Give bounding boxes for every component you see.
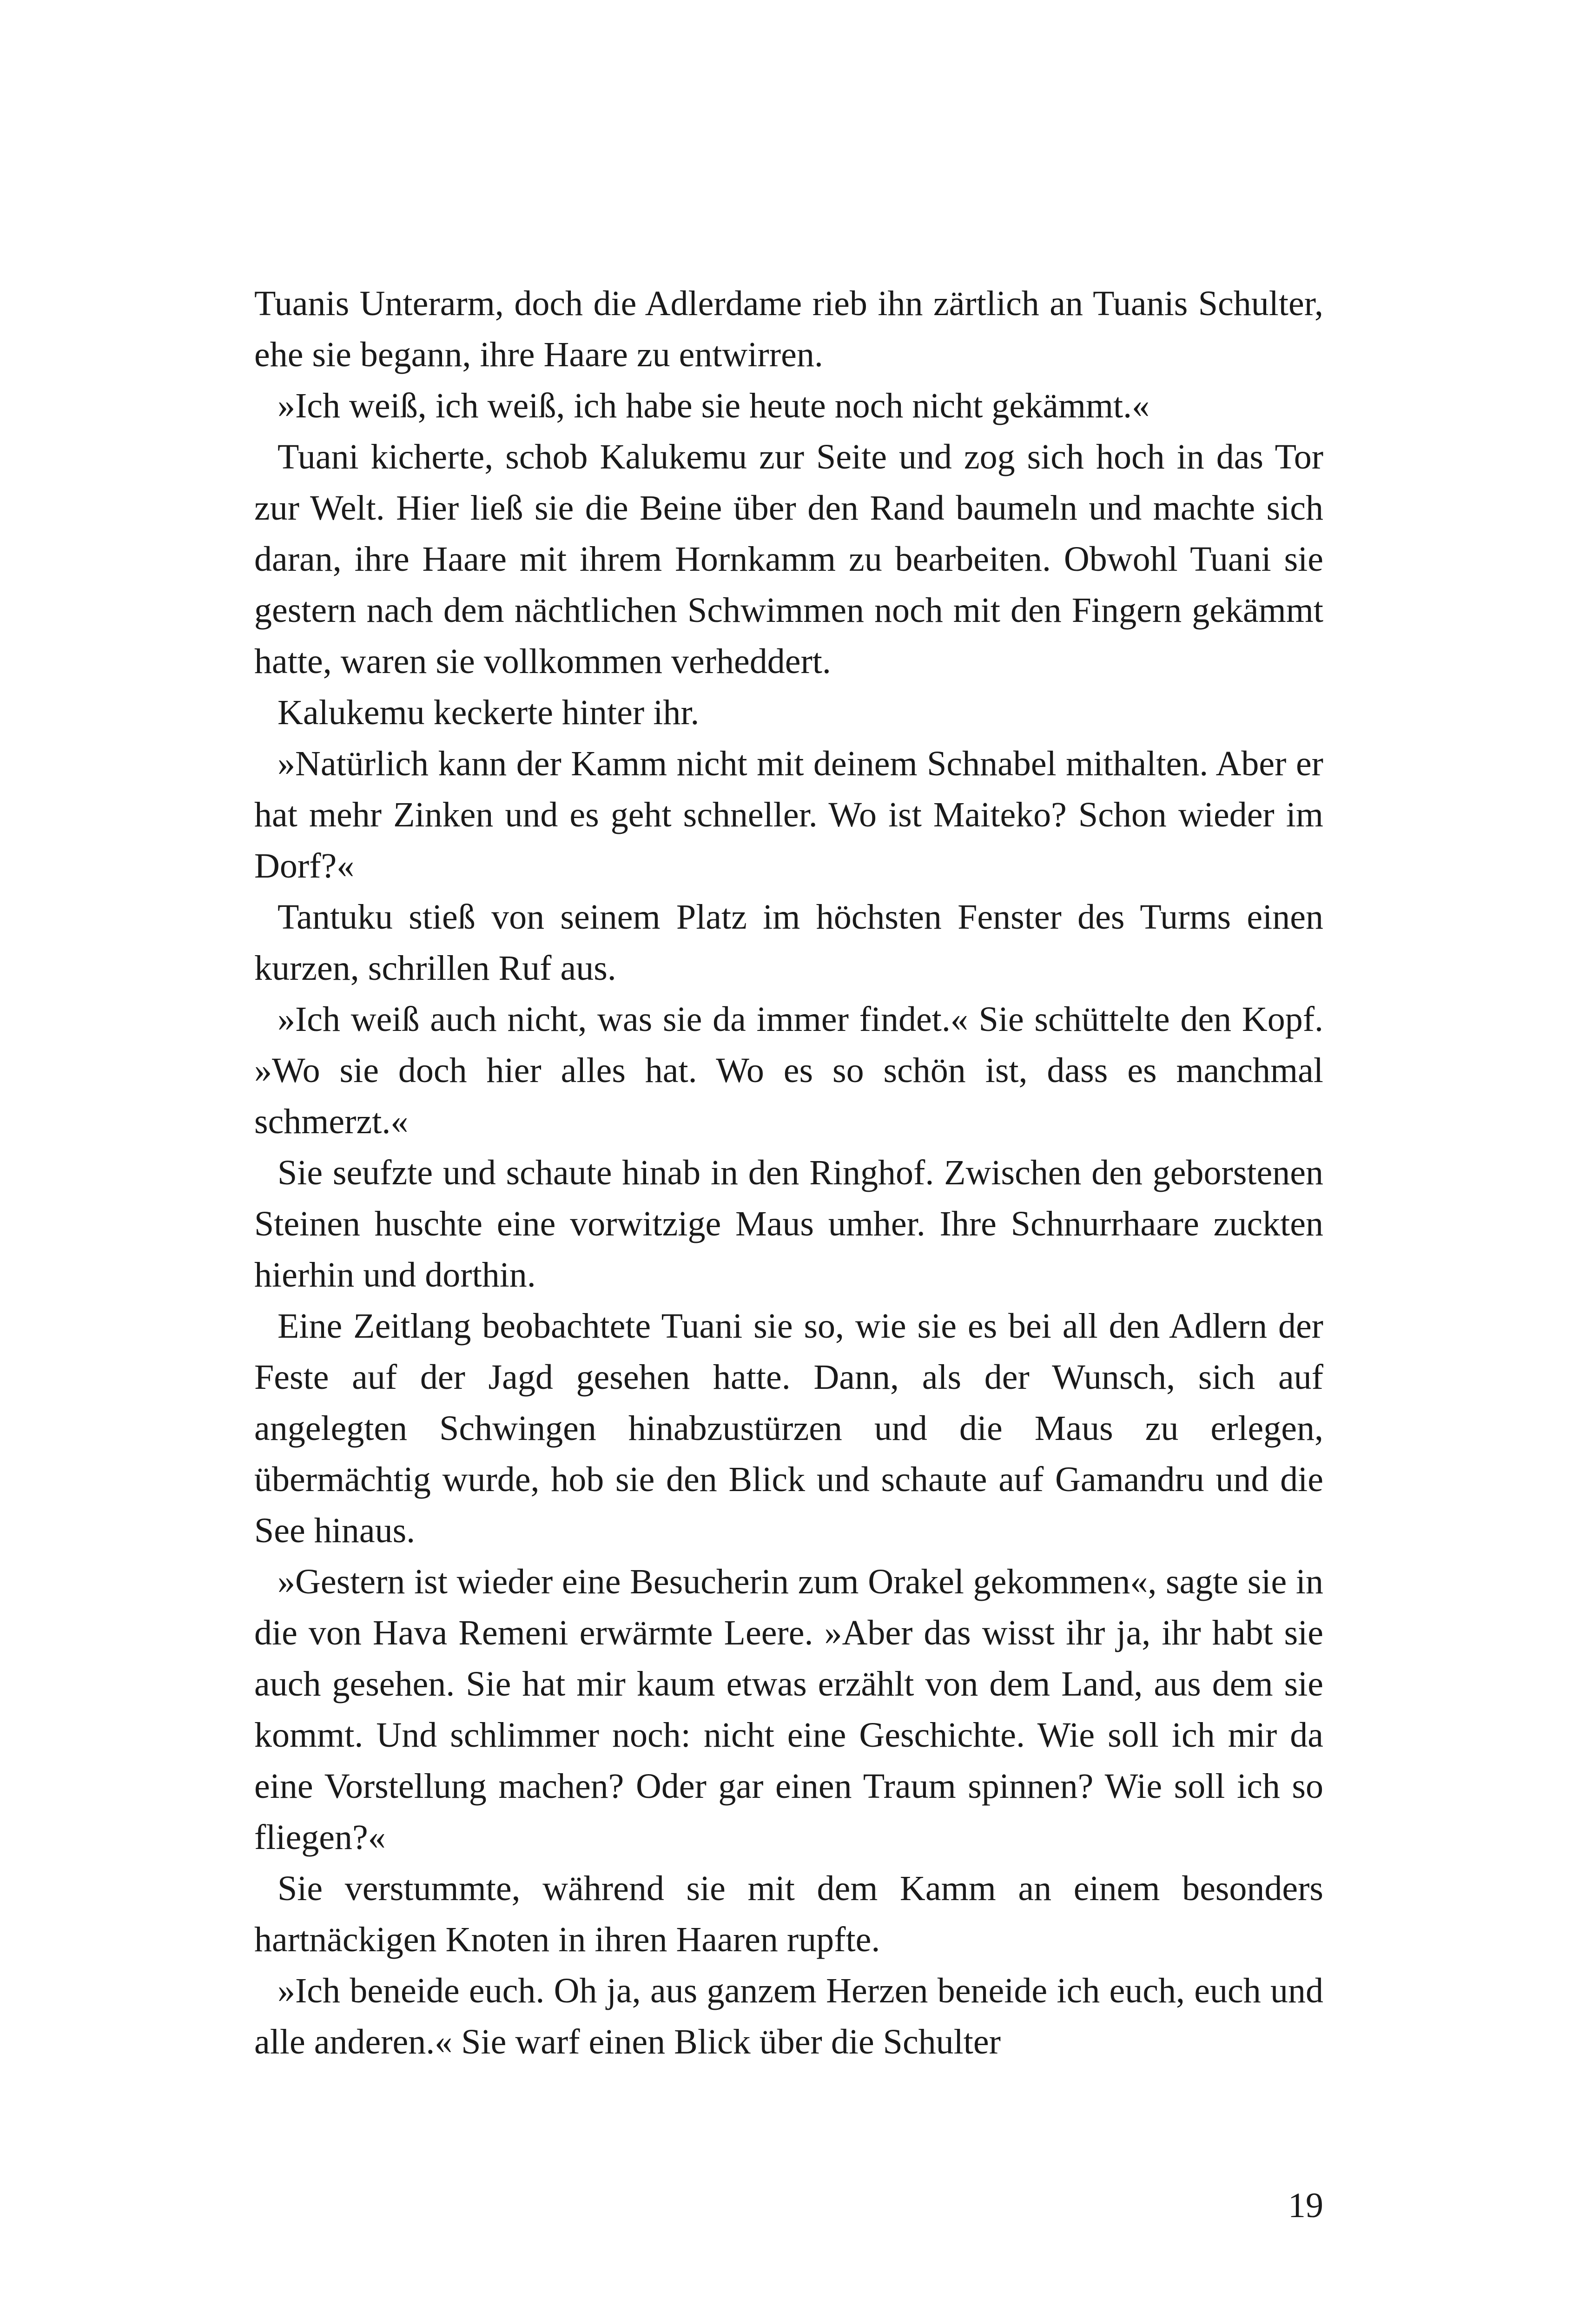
paragraph: Sie verstummte, während sie mit dem Kamm an einem besonders hartnäckigen Knoten in ihren Haaren rupfte. <box>254 1869 1323 1959</box>
paragraph: »Ich weiß auch nicht, was sie da immer findet.« Sie schüttelte den Kopf. »Wo sie doch hier alles hat. Wo es so schön ist, dass es manchmal schmerzt.« <box>254 1000 1323 1141</box>
paragraph: »Ich weiß, ich weiß, ich habe sie heute noch nicht gekämmt.« <box>277 386 1150 425</box>
paragraph: Tuanis Unterarm, doch die Adlerdame rieb ihn zärtlich an Tuanis Schulter, ehe sie begann, ihre Haare zu entwirren. <box>254 284 1323 374</box>
page-number: 19 <box>1288 2186 1323 2225</box>
paragraph: »Ich beneide euch. Oh ja, aus ganzem Herzen beneide ich euch, euch und alle anderen.« Sie warf einen Blick über die Schulter <box>254 1971 1323 2061</box>
paragraph: »Natürlich kann der Kamm nicht mit deinem Schnabel mithalten. Aber er hat mehr Zinken und es geht schneller. Wo ist Maiteko? Schon wieder im Dorf?« <box>254 744 1323 885</box>
paragraph: »Gestern ist wieder eine Besucherin zum Orakel gekommen«, sagte sie in die von Hava Remeni erwärmte Leere. »Aber das wisst ihr ja, ihr habt sie auch gesehen. Sie hat mir kaum etwas erzählt von dem Land, aus dem sie kommt. Und schlimmer noch: nicht eine Geschichte. Wie soll ich mir da eine Vorstellung machen? Oder gar einen Traum spinnen? Wie soll ich so fliegen?« <box>254 1562 1323 1857</box>
paragraph: Kalukemu keckerte hinter ihr. <box>277 693 700 732</box>
paragraph: Sie seufzte und schaute hinab in den Ringhof. Zwischen den geborstenen Steinen huschte eine vorwitzige Maus umher. Ihre Schnurrhaare zuckten hierhin und dorthin. <box>254 1153 1323 1294</box>
paragraph: Tuani kicherte, schob Kalukemu zur Seite und zog sich hoch in das Tor zur Welt. Hier ließ sie die Beine über den Rand baumeln und machte sich daran, ihre Haare mit ihrem Hornkamm zu bearbeiten. Obwohl Tuani sie gestern nach dem nächtlichen Schwimmen noch mit den Fingern gekämmt hatte, waren sie vollkommen verheddert. <box>254 437 1323 681</box>
paragraph: Tantuku stieß von seinem Platz im höchsten Fenster des Turms einen kurzen, schrillen Ruf aus. <box>254 898 1323 988</box>
body-text <box>254 278 1323 2067</box>
paragraph: Eine Zeitlang beobachtete Tuani sie so, wie sie es bei all den Adlern der Feste auf der Jagd gesehen hatte. Dann, als der Wunsch, sich auf angelegten Schwingen hinabzustürzen und die Maus zu erlegen, übermächtig wurde, hob sie den Blick und schaute auf Gamandru und die See hinaus. <box>254 1307 1323 1550</box>
